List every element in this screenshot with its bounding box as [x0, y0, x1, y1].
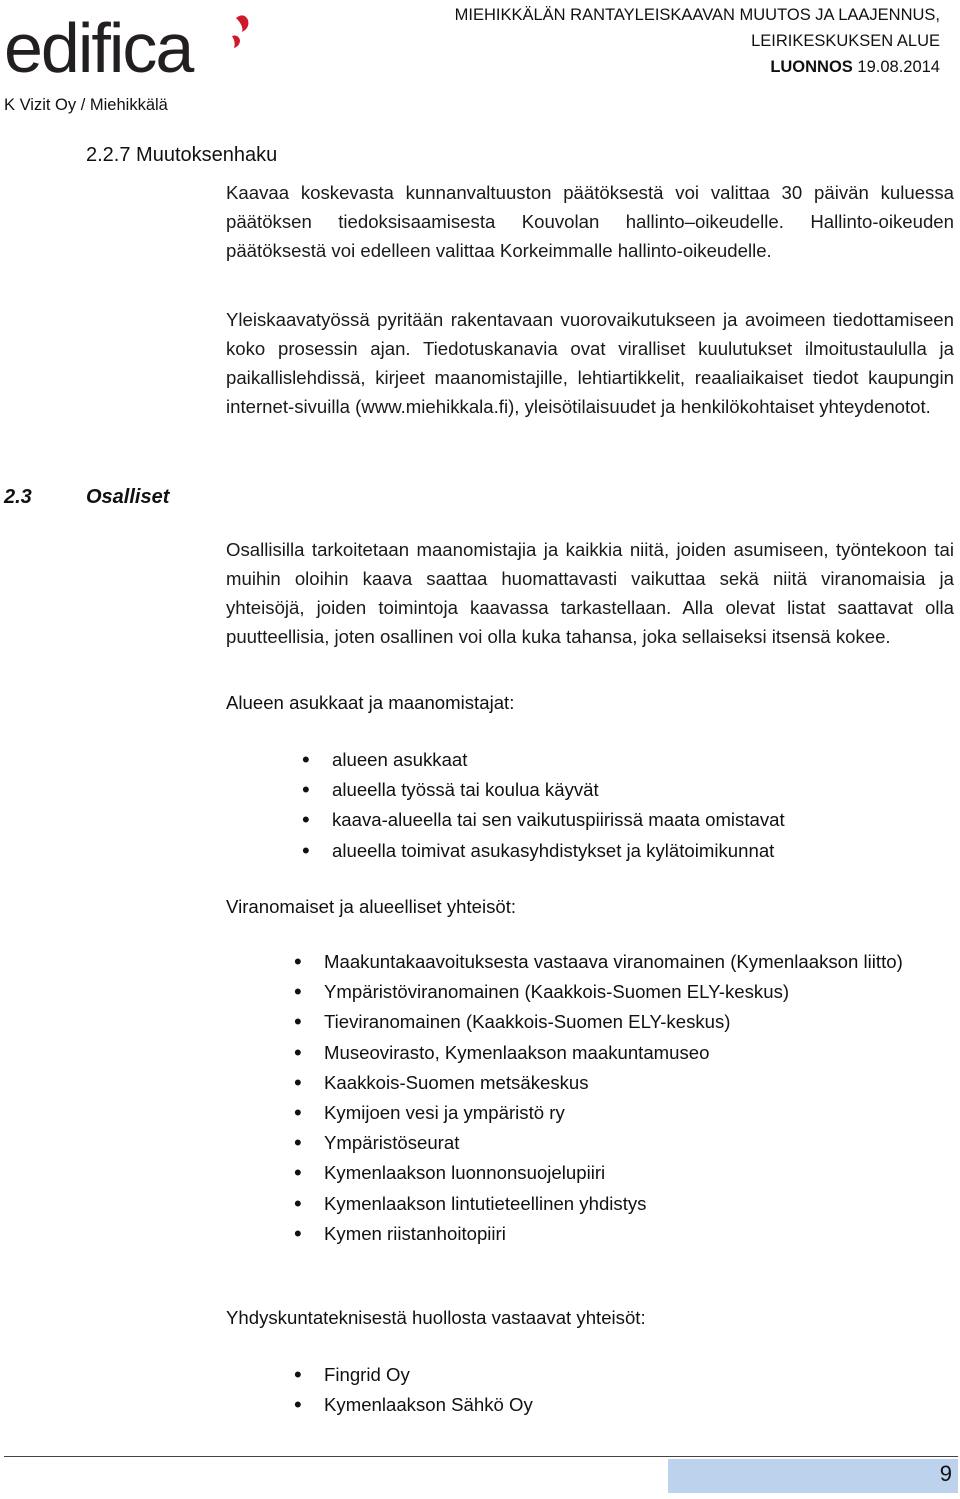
bullet-icon: •: [302, 747, 310, 772]
bullet-icon: •: [294, 1069, 302, 1095]
list-item: • Maakuntakaavoituksesta vastaava viranomainen (Kymenlaakson liitto): [324, 947, 954, 977]
list-item: • Kymijoen vesi ja ympäristö ry: [324, 1098, 954, 1128]
header-status-line: [455, 54, 940, 80]
list-item: • alueen asukkaat: [332, 745, 785, 775]
list-item: • alueella työssä tai koulua käyvät: [332, 775, 785, 805]
list-item: • Ympäristöviranomainen (Kaakkois-Suomen ELY-keskus): [324, 977, 954, 1007]
subsection-heading: 2.2.7 Muutoksenhaku: [86, 144, 278, 166]
footer-page-bar: [668, 1459, 958, 1493]
document-header-title: [455, 2, 940, 80]
list-item: • Tieviranomainen (Kaakkois-Suomen ELY-keskus): [324, 1007, 954, 1037]
bullet-icon: •: [294, 1100, 302, 1126]
list-item: • Museovirasto, Kymenlaakson maakuntamuseo: [324, 1038, 954, 1068]
section-number: 2.3: [4, 486, 32, 508]
bullet-icon: •: [294, 1160, 302, 1186]
authorities-list: [294, 947, 954, 1249]
list-item: • Kymenlaakson luonnonsuojelupiiri: [324, 1158, 954, 1188]
edifica-logo-graphic: [4, 6, 254, 78]
section-title: Osalliset: [86, 486, 170, 508]
list-item: • kaava-alueella tai sen vaikutuspiirissä maata omistavat: [332, 805, 785, 835]
draft-label: LUONNOS: [770, 58, 853, 76]
company-label: K Vizit Oy / Miehikkälä: [4, 96, 168, 114]
bullet-icon: •: [294, 1362, 302, 1387]
bullet-icon: •: [302, 837, 310, 863]
svg-text:edifica: edifica: [4, 9, 193, 78]
bullet-icon: •: [294, 1039, 302, 1065]
utilities-list: [294, 1360, 533, 1420]
bullet-icon: •: [294, 1220, 302, 1246]
footer-divider: [4, 1456, 958, 1457]
list-item: • Kymenlaakson Sähkö Oy: [324, 1390, 533, 1420]
list-item: • Fingrid Oy: [324, 1360, 533, 1390]
appeal-paragraph: Kaavaa koskevasta kunnanvaltuuston päätöksestä voi valittaa 30 päivän kuluessa päätöksen tiedoksisaamisesta Kouvolan hallinto–oikeudelle. Hallinto-oikeuden päätöksestä voi edelleen valittaa Korkeimmalle hallinto-oikeudelle.: [226, 182, 954, 261]
edifica-logo: [4, 6, 254, 78]
header-date: 19.08.2014: [857, 58, 940, 76]
bullet-icon: •: [294, 1392, 302, 1418]
header-title-line1: MIEHIKKÄLÄN RANTAYLEISKAAVAN MUUTOS JA LAAJENNUS,: [454, 6, 940, 24]
bullet-icon: •: [294, 1190, 302, 1216]
bullet-icon: •: [302, 807, 310, 833]
list-item: • alueella toimivat asukasyhdistykset ja kylätoimikunnat: [332, 836, 785, 866]
list-item: • Kymen riistanhoitopiiri: [324, 1219, 954, 1249]
stakeholders-intro-paragraph: Osallisilla tarkoitetaan maanomistajia ja kaikkia niitä, joiden asumiseen, työntekoon tai muihin oloihin kaava saattaa huomattavasti vaikuttaa sekä niitä viranomaisia ja yhteisöjä, joiden toimintoja kaavassa tarkastellaan. Alla olevat listat saattavat olla puutteellisia, joten osallinen voi olla kuka tahansa, joka sellaiseksi itsensä kokee.: [226, 539, 954, 647]
bullet-icon: •: [294, 979, 302, 1005]
list-item: • Kaakkois-Suomen metsäkeskus: [324, 1068, 954, 1098]
authorities-group-label: Viranomaiset ja alueelliset yhteisöt:: [226, 896, 517, 917]
residents-list: [302, 745, 785, 866]
bullet-icon: •: [294, 1009, 302, 1035]
list-item: • Ympäristöseurat: [324, 1128, 954, 1158]
bullet-icon: •: [294, 1130, 302, 1156]
header-title-line2: LEIRIKESKUKSEN ALUE: [751, 32, 940, 50]
communication-paragraph: Yleiskaavatyössä pyritään rakentavaan vuorovaikutukseen ja avoimeen tiedottamiseen koko prosessin ajan. Tiedotuskanavia ovat viralliset kuulutukset ilmoitustaululla ja paikallislehdissä, kirjeet maanomistajille, lehtiartikkelit, reaaliaikaiset tiedot kaupungin internet-sivuilla (www.miehikkala.fi), yleisötilaisuudet ja henkilökohtaiset yhteydenotot.: [226, 309, 954, 417]
list-item: • Kymenlaakson lintutieteellinen yhdistys: [324, 1189, 954, 1219]
residents-group-label: Alueen asukkaat ja maanomistajat:: [226, 692, 515, 713]
page-number: 9: [939, 1461, 952, 1486]
bullet-icon: •: [302, 777, 310, 803]
bullet-icon: •: [294, 949, 302, 974]
utilities-group-label: Yhdyskuntateknisestä huollosta vastaavat yhteisöt:: [226, 1307, 646, 1328]
